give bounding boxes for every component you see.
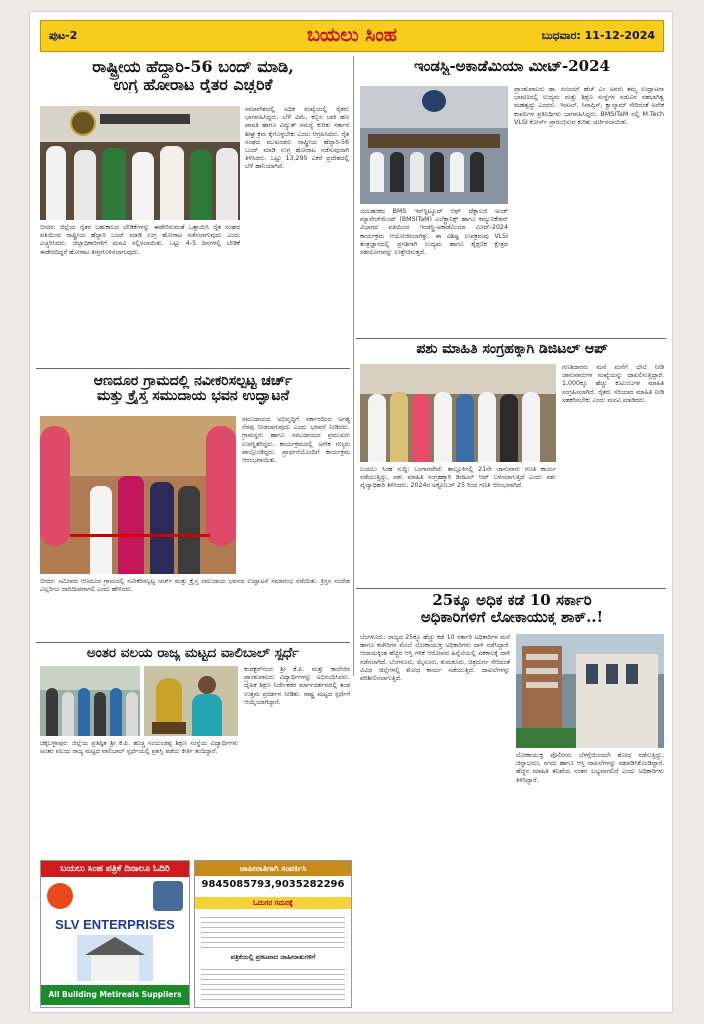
section-divider xyxy=(356,588,666,589)
farmers-protest-photo xyxy=(40,106,240,220)
article-headline: 25ಕ್ಕೂ ಅಧಿಕ ಕಡೆ 10 ಸರ್ಕಾರಿ ಅಧಿಕಾರಿಗಳಿಗೆ ಲೋಕಾಯುಕ್ತ ಶಾಕ್..! xyxy=(420,592,604,625)
masthead xyxy=(40,20,664,52)
section-divider xyxy=(356,338,666,339)
article-body-column: ಗಣತಿದಾರರು ಮನೆ ಮನೆಗೆ ಭೇಟಿ ನೀಡಿ ಜಾನುವಾರುಗಳ ಸಂಖ್ಯೆಯನ್ನು ದಾಖಲಿಸುತ್ತಿದ್ದಾರೆ. 1,000ಕ್ಕೂ ಹೆಚ್ಚು ಕುಟುಂಬಗಳ ಮಾಹಿತಿ ಸಂಗ್ರಹಿಸಲಾಗಿದೆ. ರೈತರು ಸರಿಯಾದ ಮಾಹಿತಿ ನೀಡಿ ಸಹಕರಿಸಬೇಕು ಎಂದು ಮನವಿ ಮಾಡಿದರು. xyxy=(562,364,664,404)
paper-promo-strip: ಬಯಲು ಸಿಂಹ ಪತ್ರಿಕೆ ದಿನಾಲೂ ಓದಿರಿ xyxy=(41,861,189,877)
article-body-column: ಕಂಡಕ್ಟರ್‌ನಂದ ಶ್ರೀ ಕೆ.ಪಿ. ಮತ್ತು ಕಾಲೇಜಿನ ಪ್ರಾಂಶುಪಾಲರು ವಿದ್ಯಾರ್ಥಿಗಳನ್ನು ಅಭಿನಂದಿಸಿದರು. ದೈಹಿಕ ಶಿಕ್ಷಣ ನಿರ್ದೇಶಕರ ಮಾರ್ಗದರ್ಶನದಲ್ಲಿ ತಂಡ ಉತ್ತಮ ಪ್ರದರ್ಶನ ನೀಡಿತು. ರಾಷ್ಟ್ರ ಮಟ್ಟದ ಸ್ಪರ್ಧೆಗೆ ಆಯ್ಕೆಯಾಗಿದ್ದಾರೆ. xyxy=(244,666,350,706)
church-inauguration-photo xyxy=(40,416,236,574)
section-divider xyxy=(36,368,350,369)
om-icon xyxy=(47,883,73,909)
issue-date: ಬುಧವಾರ: 11-12-2024 xyxy=(541,29,655,42)
article-headline: ಇಂಡಸ್ಟ್ರಿ-ಅಕಾಡೆಮಿಯಾ ಮೀಟ್-2024 xyxy=(414,58,610,75)
meeting-photo xyxy=(360,86,508,204)
article-body: ಬೀದರ: ಜಿಲ್ಲೆಯ ರೈತರ ಬಹುಕಾಲದ ಬೇಡಿಕೆಗಳನ್ನು ಈಡೇರಿಸುವಂತೆ ಒತ್ತಾಯಿಸಿ ರೈತ ಸಂಘದ ವತಿಯಿಂದ ರಾಷ್ಟ್ರೀಯ ಹೆದ್ದಾರಿ ಬಂದ್ ಮಾಡಿ ಉಗ್ರ ಹೋರಾಟ ನಡೆಸಲಾಗುವುದು ಎಂದು ಎಚ್ಚರಿಸಿದರು. ಜಿಲ್ಲಾಧಿಕಾರಿಗಳಿಗೆ ಮನವಿ ಸಲ್ಲಿಸಲಾಯಿತು. ಒಟ್ಟು 4-5 ದಿನಗಳಲ್ಲಿ ಬೇಡಿಕೆ ಈಡೇರದಿದ್ದರೆ ಹೋರಾಟ ತೀವ್ರಗೊಳಿಸಲಾಗುವುದು. xyxy=(40,224,240,256)
article-body-column: ಪ್ರಾಂಶುಪಾಲರು ಡಾ. ಸಂಜಯ್ ಹೆಚ್ ಎಂ ಅವರು ತಮ್ಮ ಉದ್ಘಾಟನಾ ಭಾಷಣದಲ್ಲಿ ಉದ್ಯಮ ಮತ್ತು ಶಿಕ್ಷಣ ಸಂಸ್ಥೆಗಳ ನಡುವಿನ ಸಹಭಾಗಿತ್ವ ಮಹತ್ವದ್ದು ಎಂದರು. ಇಂಟಲ್, ಸಿನಾಪ್ಸಿಸ್, ಕ್ವಾಲ್ಕಾಮ್ ಸೇರಿದಂತೆ ಅನೇಕ ಕಂಪನಿಗಳ ಪ್ರತಿನಿಧಿಗಳು ಭಾಗವಹಿಸಿದ್ದರು. BMSITaM ನಲ್ಲಿ M.Tech VLSI ಕೋರ್ಸ್ ಪ್ರಾರಂಭಿಸುವ ಕುರಿತು ಚರ್ಚಿಸಲಾಯಿತು. xyxy=(514,86,664,126)
article-body-column: ಸಮುದಾಯದ ಅಭಿವೃದ್ಧಿಗೆ ಸರ್ಕಾರದಿಂದ ಅಗತ್ಯ ನೆರವು ನೀಡಲಾಗುವುದು ಎಂದು ಭರವಸೆ ನೀಡಿದರು. ಗ್ರಾಮಸ್ಥರು ಹಾಗೂ ಸಮುದಾಯದ ಪ್ರಮುಖರು ಉಪಸ್ಥಿತರಿದ್ದರು. ಕಾರ್ಯಕ್ರಮದಲ್ಲಿ ಅನೇಕ ಗಣ್ಯರು ಪಾಲ್ಗೊಂಡಿದ್ದರು. ಪ್ರಾರ್ಥನೆಯೊಂದಿಗೆ ಕಾರ್ಯಕ್ರಮ ಆರಂಭವಾಯಿತು. xyxy=(242,416,350,465)
page-number: ಪುಟ-2 xyxy=(49,29,78,42)
trophy-player-photo xyxy=(144,666,238,736)
livestock-app-event-photo xyxy=(360,364,556,462)
article-headline: ಆಣದೂರ ಗ್ರಾಮದಲ್ಲಿ ನವೀಕರಿಸಲ್ಪಟ್ಟ ಚರ್ಚ್ ಮತ್ತು ಕ್ರೈಸ್ತ ಸಮುದಾಯ ಭವನ ಉದ್ಘಾಟನೆ xyxy=(93,374,293,405)
lokayukta-building-photo xyxy=(516,634,664,748)
article-body-column: ಲೋಕಾಯುಕ್ತ ಪೊಲೀಸರು ಬೆಳಗ್ಗೆಯಿಂದಲೇ ಶೋಧ ನಡೆಸುತ್ತಿದ್ದು, ಚಿನ್ನಾಭರಣ, ನಗದು ಹಾಗೂ ಆಸ್ತಿ ದಾಖಲೆಗಳನ್ನು ವಶಪಡಿಸಿಕೊಂಡಿದ್ದಾರೆ. ಹೆಚ್ಚಿನ ಮಾಹಿತಿ ತನಿಖೆಯ ನಂತರ ಲಭ್ಯವಾಗಲಿದೆ ಎಂದು ಅಧಿಕಾರಿಗಳು ತಿಳಿಸಿದ್ದಾರೆ. xyxy=(516,752,664,784)
slv-title: SLV ENTERPRISES xyxy=(55,917,175,932)
slv-subtitle: All Building Metireals Suppliers xyxy=(41,985,189,1005)
notice-text xyxy=(201,913,345,949)
section-divider xyxy=(36,642,350,643)
article-body: ಯಲಹಂಕದ BMS ಇನ್‌ಸ್ಟಿಟ್ಯೂಟ್ ಆಫ್ ಟೆಕ್ನಾಲಜಿ ಅಂಡ್ ಮ್ಯಾನೇಜ್‌ಮೆಂಟ್ (BMSITaM) ಎಲೆಕ್ಟ್ರಾನಿಕ್ಸ್ ಹಾಗೂ ಕಮ್ಯುನಿಕೇಶನ್ ವಿಭಾಗದ ವತಿಯಿಂದ ಇಂಡಸ್ಟ್ರಿ-ಅಕಾಡೆಮಿಯಾ ಮೀಟ್-2024 ಕಾರ್ಯಕ್ರಮ ಆಯೋಜಿಸಲಾಗಿತ್ತು. ಈ ವಿಶಿಷ್ಟ ಉಪಕ್ರಮವು VLSI ತಂತ್ರಜ್ಞಾನದಲ್ಲಿ ಪ್ರಗತಿಗಾಗಿ ಉದ್ಯಮ ಹಾಗೂ ಶೈಕ್ಷಣಿಕ ಕ್ಷೇತ್ರದ ಸಹಯೋಗವನ್ನು ಉತ್ತೇಜಿಸುತ್ತದೆ. xyxy=(360,208,508,257)
slv-enterprises-ad xyxy=(40,860,190,1008)
house-image xyxy=(77,935,153,981)
contact-ad xyxy=(194,860,352,1008)
article-headline: ರಾಷ್ಟ್ರೀಯ ಹೆದ್ದಾರಿ-56 ಬಂದ್ ಮಾಡಿ, ಉಗ್ರ ಹೋರಾಟ ರೈತರ ಎಚ್ಚರಿಕೆ xyxy=(92,58,294,94)
article-body-column: ಸಮಾವೇಶದಲ್ಲಿ ಅಧಿಕ ಸಂಖ್ಯೆಯಲ್ಲಿ ರೈತರು ಭಾಗವಹಿಸಿದ್ದರು. ಬೆಳೆ ವಿಮೆ, ಕಬ್ಬಿನ ಬಾಕಿ ಹಣ ಪಾವತಿ ಹಾಗೂ ವಿದ್ಯುತ್ ಸಮಸ್ಯೆ ಕುರಿತು ಸರ್ಕಾರ ಶೀಘ್ರ ಕ್ರಮ ಕೈಗೊಳ್ಳಬೇಕು ಎಂದು ಆಗ್ರಹಿಸಿದರು. ರೈತ ಸಂಘದ ಮುಖಂಡರು ರಾಷ್ಟ್ರೀಯ ಹೆದ್ದಾರಿ-56 ಬಂದ್ ಮಾಡಿ ಉಗ್ರ ಹೋರಾಟ ನಡೆಸುವುದಾಗಿ ತಿಳಿಸಿದರು. ಒಟ್ಟು 13,295 ಎಕರೆ ಪ್ರದೇಶದಲ್ಲಿ ಬೆಳೆ ಹಾನಿಯಾಗಿದೆ. xyxy=(245,106,349,171)
column-divider xyxy=(353,56,354,676)
notice-subtitle: ಪತ್ರಿಕೆಯಲ್ಲಿ ಪ್ರಕಟವಾದ ಜಾಹೀರಾತುಗಳಿಗೆ xyxy=(230,953,316,961)
article-body: ಬಯಲು ಸಿಂಹ ಸುದ್ದಿ: ಬಂಗಾರಪೇಟೆ: ತಾಲ್ಲೂಕಿನಲ್ಲಿ 21ನೇ ಜಾನುವಾರು ಗಣತಿ ಕಾರ್ಯ ನಡೆಯುತ್ತಿದ್ದು, ಪಶು ಮಾಹಿತಿ ಸಂಗ್ರಹಕ್ಕಾಗಿ ಡಿಜಿಟಲ್ ಆಪ್ ಬಳಸಲಾಗುತ್ತಿದೆ ಎಂದು ಪಶು ವೈದ್ಯಾಧಿಕಾರಿ ತಿಳಿಸಿದರು. 2024ರ ಅಕ್ಟೋಬರ್ 25 ರಿಂದ ಗಣತಿ ಆರಂಭವಾಗಿದೆ. xyxy=(360,466,556,490)
contact-title: ಜಾಹೀರಾತಿಗಾಗಿ ಸಂಪರ್ಕಿಸಿ xyxy=(195,861,351,876)
article-headline: ಪಶು ಮಾಹಿತಿ ಸಂಗ್ರಹಕ್ಕಾಗಿ ಡಿಜಿಟಲ್ ಆಪ್ xyxy=(416,342,608,357)
article-body-column: ಬೆಂಗಳೂರು: ರಾಜ್ಯದ 25ಕ್ಕೂ ಹೆಚ್ಚು ಕಡೆ 10 ಸರ್ಕಾರಿ ಅಧಿಕಾರಿಗಳ ಮನೆ ಹಾಗೂ ಕಚೇರಿಗಳ ಮೇಲೆ ಲೋಕಾಯುಕ್ತ ಅಧಿಕಾರಿಗಳು ದಾಳಿ ನಡೆಸಿದ್ದಾರೆ. ಆದಾಯಕ್ಕಿಂತ ಹೆಚ್ಚಿನ ಆಸ್ತಿ ಗಳಿಕೆ ಆರೋಪದ ಹಿನ್ನೆಲೆಯಲ್ಲಿ ಏಕಕಾಲಕ್ಕೆ ದಾಳಿ ನಡೆಸಲಾಗಿದೆ. ಬೆಂಗಳೂರು, ಮೈಸೂರು, ತುಮಕೂರು, ಚಿತ್ರದುರ್ಗ ಸೇರಿದಂತೆ ವಿವಿಧ ಜಿಲ್ಲೆಗಳಲ್ಲಿ ಶೋಧ ಕಾರ್ಯ ನಡೆಯುತ್ತಿದೆ. ದಾಖಲೆಗಳನ್ನು ಪರಿಶೀಲಿಸಲಾಗುತ್ತಿದೆ. xyxy=(360,634,510,683)
article-headline: ಅಂತರ ವಲಯ ರಾಜ್ಯ ಮಟ್ಟದ ವಾಲಿಬಾಲ್ ಸ್ಪರ್ಧೆ xyxy=(86,646,300,661)
building-icon xyxy=(153,881,183,911)
newspaper-page xyxy=(30,12,672,1012)
volleyball-team-photo xyxy=(40,666,140,736)
newspaper-title: ಬಯಲು ಸಿಂಹ xyxy=(307,24,397,46)
contact-phone: 9845085793,9035282296 xyxy=(201,879,345,890)
article-body: ಬೀದರ: ಸಮೀಪದ ಆಣದೂರ ಗ್ರಾಮದಲ್ಲಿ ನವೀಕರಿಸಲ್ಪಟ್ಟ ಚರ್ಚ್ ಮತ್ತು ಕ್ರೈಸ್ತ ಸಮುದಾಯ ಭವನದ ಉದ್ಘಾಟನೆ ಸಮಾರಂಭ ನಡೆಯಿತು. ಕ್ರಿಸ್ತನ ಸಂದೇಶ ಎಲ್ಲರಿಗೂ ದಾರಿದೀಪವಾಗಲಿ ಎಂದು ಹೇಳಿದರು. xyxy=(40,578,350,594)
article-body: ಚಿಕ್ಕಬಳ್ಳಾಪುರ: ಜಿಲ್ಲೆಯ ಪ್ರತಿಷ್ಠಿತ ಶ್ರೀ ಕೆ.ಪಿ. ಹುಚ್ಚ ನಂಜುಂಡಪ್ಪ ಶಿಕ್ಷಣ ಸಂಸ್ಥೆಯ ವಿದ್ಯಾರ್ಥಿಗಳು ಅಂತರ ವಲಯ ರಾಜ್ಯ ಮಟ್ಟದ ವಾಲಿಬಾಲ್ ಸ್ಪರ್ಧೆಯಲ್ಲಿ ಪ್ರಶಸ್ತಿ ಪಡೆದು ಕೀರ್ತಿ ತಂದಿದ್ದಾರೆ. xyxy=(40,740,238,756)
notice-title: ಓದುಗರ ಗಮನಕ್ಕೆ xyxy=(195,897,351,909)
notice-text xyxy=(201,965,345,1003)
